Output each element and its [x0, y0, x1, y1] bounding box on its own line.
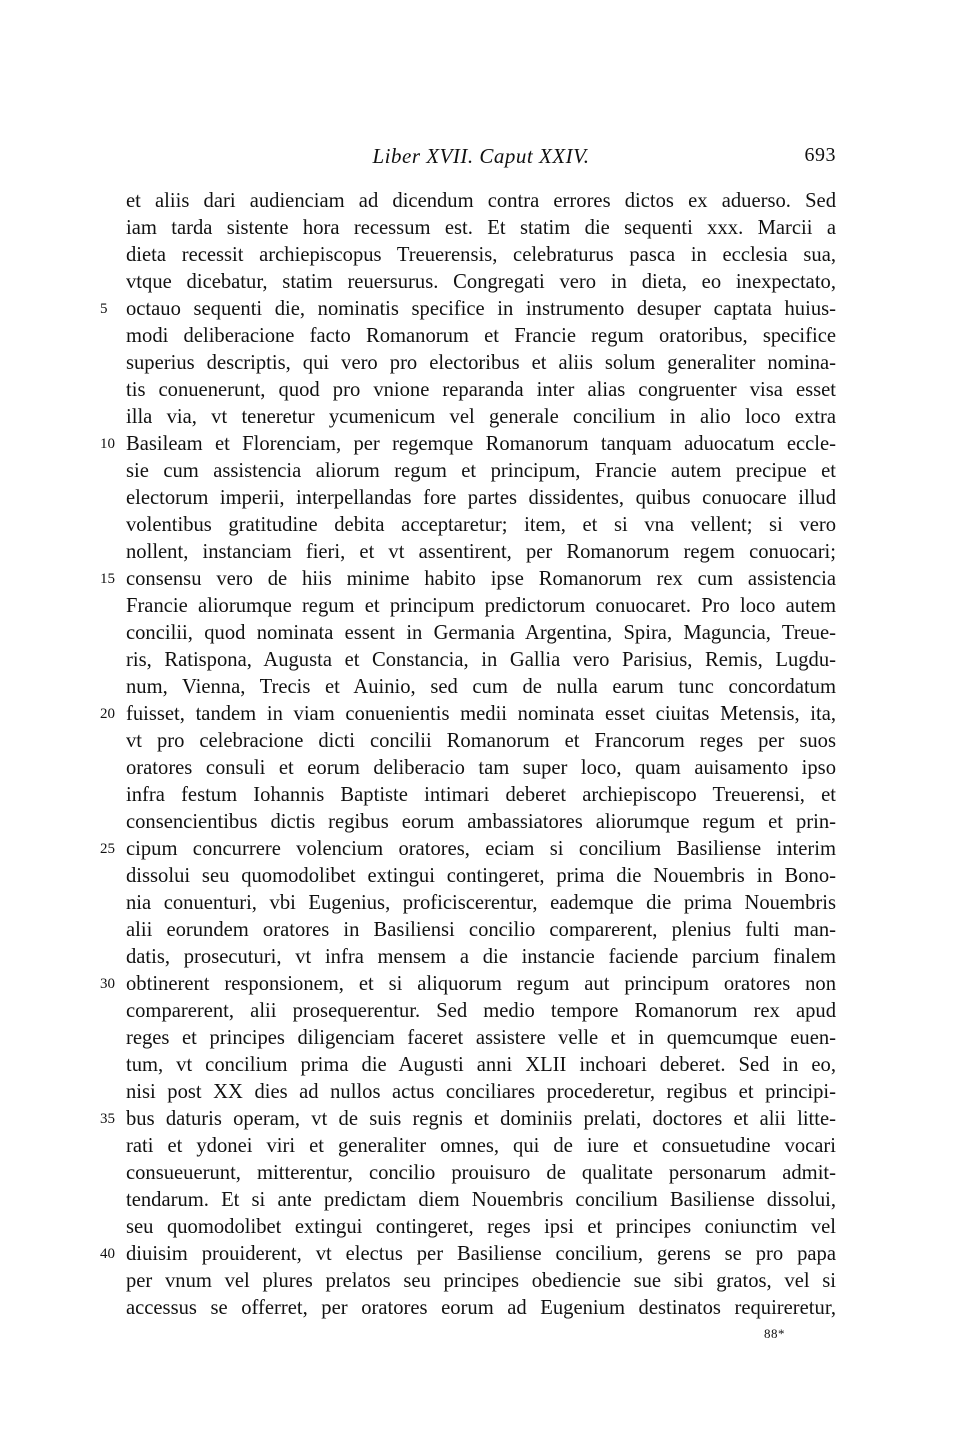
- text-line: [126, 485, 836, 512]
- text-line: [126, 323, 836, 350]
- text-line: [126, 377, 836, 404]
- line-text: fuisset, tandem in viam conuenientis medii nominata esset ciuitas Metensis, ita,: [126, 703, 836, 725]
- line-number: 40: [100, 1246, 115, 1262]
- line-text: per vnum vel plures prelatos seu principes obediencie sue sibi gratos, vel si: [126, 1270, 836, 1292]
- line-text: electorum imperii, interpellandas fore partes dissidentes, quibus conuocare illud: [126, 487, 836, 509]
- signature-mark: 88*: [764, 1326, 785, 1341]
- line-text: bus daturis operam, vt de suis regnis et dominiis prelati, doctores et alii litte-: [126, 1108, 836, 1130]
- line-text: volentibus gratitudine debita acceptaretur; item, et si vna vellent; si vero: [126, 514, 836, 536]
- text-line: [126, 593, 836, 620]
- text-line: [126, 809, 836, 836]
- line-number: 35: [100, 1111, 115, 1127]
- line-text: tis conuenerunt, quod pro vnione reparanda inter alias congruenter visa esset: [126, 379, 836, 401]
- line-text: consencientibus dictis regibus eorum ambassiatores aliorumque regum et prin-: [126, 811, 836, 833]
- text-line: [126, 188, 836, 215]
- text-line: [126, 215, 836, 242]
- text-line: [126, 242, 836, 269]
- line-number: 5: [100, 301, 108, 317]
- text-line: [100, 971, 836, 998]
- line-text: infra festum Iohannis Baptiste intimari deberet archiepiscopo Treuerensi, et: [126, 784, 836, 806]
- text-line: [100, 296, 836, 323]
- line-text: cipum concurrere volencium oratores, eciam si concilium Basiliense interim: [126, 838, 836, 860]
- text-line: [126, 458, 836, 485]
- line-text: alii eorundem oratores in Basiliensi concilio comparerent, plenius fulti man-: [126, 919, 836, 941]
- text-line: [126, 1268, 836, 1295]
- line-text: ris, Ratispona, Augusta et Constancia, in Gallia vero Parisius, Remis, Lugdu-: [126, 649, 836, 671]
- text-line: [126, 350, 836, 377]
- text-line: [100, 431, 836, 458]
- text-line: [126, 1079, 836, 1106]
- line-text: consueuerunt, mitterentur, concilio prouisuro de qualitate personarum admit-: [126, 1162, 836, 1184]
- body-text: [100, 188, 836, 1322]
- text-line: [126, 1160, 836, 1187]
- text-line: [100, 566, 836, 593]
- line-text: rati et ydonei viri et generaliter omnes, qui de iure et consuetudine vocari: [126, 1135, 836, 1157]
- line-text: oratores consuli et eorum deliberacio tam super loco, quam auisamento ipso: [126, 757, 836, 779]
- line-number: 10: [100, 436, 115, 452]
- text-line: [126, 674, 836, 701]
- line-text: sie cum assistencia aliorum regum et principum, Francie autem precipue et: [126, 460, 836, 482]
- page-number: 693: [804, 144, 836, 166]
- line-text: nia conuenturi, vbi Eugenius, proficiscerentur, eademque die prima Nouembris: [126, 892, 836, 914]
- line-text: superius descriptis, qui vero pro electoribus et aliis solum generaliter nomina-: [126, 352, 836, 374]
- text-line: [126, 917, 836, 944]
- line-text: tum, vt concilium prima die Augusti anni XLII inchoari deberet. Sed in eo,: [126, 1054, 836, 1076]
- text-line: [126, 755, 836, 782]
- text-line: [126, 647, 836, 674]
- line-text: seu quomodolibet extingui contingeret, reges ipsi et principes coniunctim vel: [126, 1216, 836, 1238]
- line-text: obtinerent responsionem, et si aliquorum regum aut principum oratores non: [126, 973, 836, 995]
- text-line: [126, 1025, 836, 1052]
- line-text: num, Vienna, Trecis et Auinio, sed cum de nulla earum tunc concordatum: [126, 676, 836, 698]
- line-text: concilii, quod nominata essent in Germania Argentina, Spira, Maguncia, Treue-: [126, 622, 836, 644]
- text-line: [126, 1187, 836, 1214]
- text-line: [126, 944, 836, 971]
- line-text: nollent, instanciam fieri, et vt assentirent, per Romanorum regem conuocari;: [126, 541, 836, 563]
- text-line: [100, 1241, 836, 1268]
- running-head: [126, 144, 836, 174]
- line-text: illa via, vt teneretur ycumenicum vel generale concilium in alio loco extra: [126, 406, 836, 428]
- line-number: 30: [100, 976, 115, 992]
- line-text: diuisim prouiderent, vt electus per Basiliense concilium, gerens se pro papa: [126, 1243, 836, 1265]
- text-line: [100, 701, 836, 728]
- text-line: [126, 998, 836, 1025]
- line-text: accessus se offerret, per oratores eorum ad Eugenium destinatos requireretur,: [126, 1297, 836, 1319]
- line-number: 25: [100, 841, 115, 857]
- text-line: [126, 404, 836, 431]
- line-text: dieta recessit archiepiscopus Treuerensis, celebraturus pasca in ecclesia sua,: [126, 244, 836, 266]
- line-text: iam tarda sistente hora recessum est. Et statim die sequenti xxx. Marcii a: [126, 217, 836, 239]
- text-line: [100, 836, 836, 863]
- line-text: dissolui seu quomodolibet extingui contingeret, prima die Nouembris in Bono-: [126, 865, 836, 887]
- text-line: [126, 1052, 836, 1079]
- text-line: [126, 1295, 836, 1322]
- line-text: consensu vero de hiis minime habito ipse Romanorum rex cum assistencia: [126, 568, 836, 590]
- text-line: [126, 890, 836, 917]
- line-number: 15: [100, 571, 115, 587]
- line-text: tendarum. Et si ante predictam diem Nouembris concilium Basiliense dissolui,: [126, 1189, 836, 1211]
- text-line: [126, 512, 836, 539]
- text-line: [126, 728, 836, 755]
- text-line: [126, 269, 836, 296]
- line-text: vt pro celebracione dicti concilii Romanorum et Francorum reges per suos: [126, 730, 836, 752]
- line-text: reges et principes diligenciam faceret assistere velle et in quemcumque euen-: [126, 1027, 836, 1049]
- text-line: [126, 782, 836, 809]
- line-text: modi deliberacione facto Romanorum et Francie regum oratoribus, specifice: [126, 325, 836, 347]
- line-number: 20: [100, 706, 115, 722]
- text-line: [126, 620, 836, 647]
- line-text: Francie aliorumque regum et principum predictorum conuocaret. Pro loco autem: [126, 595, 836, 617]
- text-line: [126, 1133, 836, 1160]
- line-text: vtque dicebatur, statim reuersurus. Congregati vero in dieta, eo inexpectato,: [126, 271, 836, 293]
- line-text: nisi post XX dies ad nullos actus conciliares procederetur, regibus et principi-: [126, 1081, 836, 1103]
- line-text: Basileam et Florenciam, per regemque Romanorum tanquam aduocatum eccle-: [126, 433, 836, 455]
- text-line: [100, 1106, 836, 1133]
- running-title: Liber XVII. Caput XXIV.: [372, 144, 590, 168]
- line-text: et aliis dari audienciam ad dicendum contra errores dictos ex aduerso. Sed: [126, 190, 836, 212]
- line-text: datis, prosecuturi, vt infra mensem a die instancie faciende parcium finalem: [126, 946, 836, 968]
- text-line: [126, 539, 836, 566]
- text-line: [126, 1214, 836, 1241]
- text-line: [126, 863, 836, 890]
- line-text: comparerent, alii prosequerentur. Sed medio tempore Romanorum rex apud: [126, 1000, 836, 1022]
- line-text: octauo sequenti die, nominatis specifice in instrumento desuper captata huius-: [126, 298, 836, 320]
